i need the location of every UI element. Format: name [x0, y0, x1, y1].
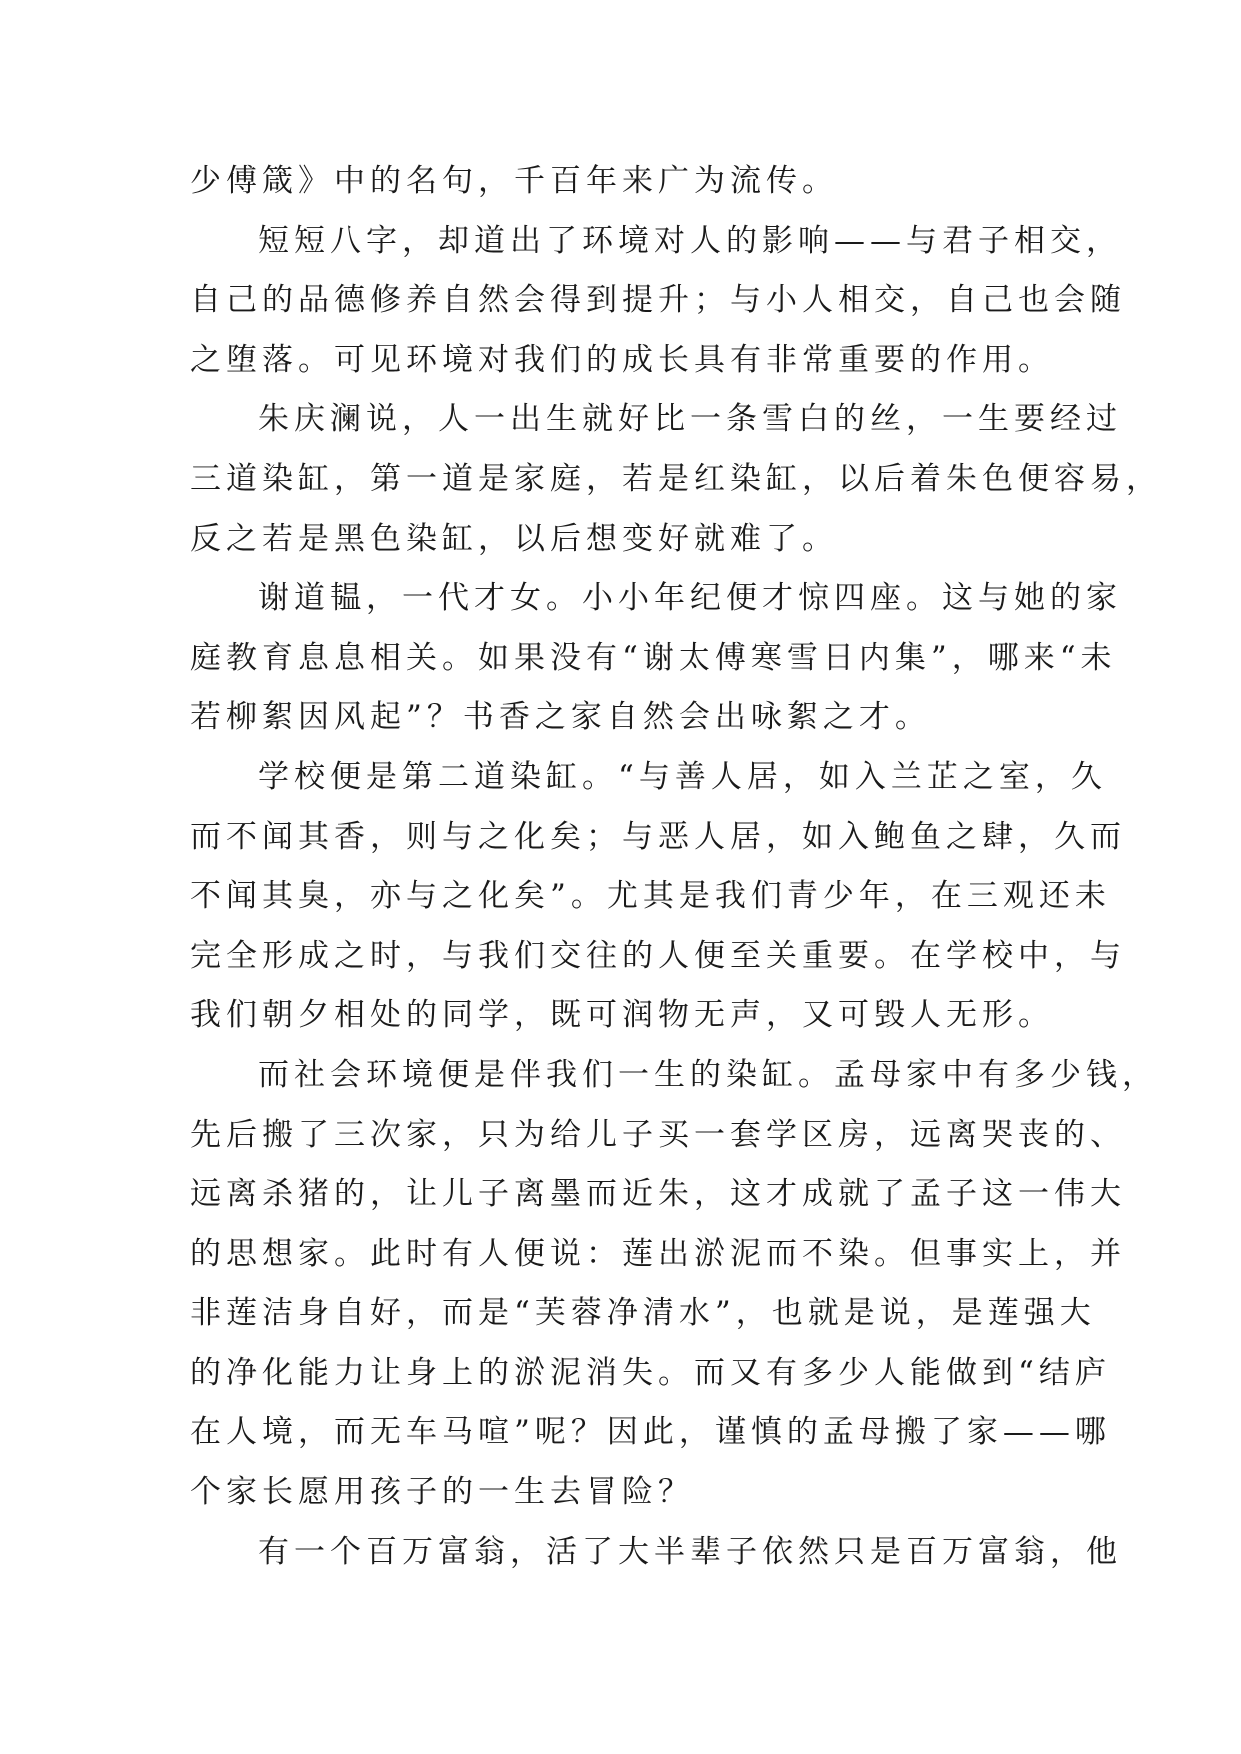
text-line: 若柳絮因风起”？书香之家自然会出咏絮之才。: [190, 699, 931, 736]
text-line: 我们朝夕相处的同学，既可润物无声，又可毁人无形。: [190, 997, 1054, 1034]
text-line: 庭教育息息相关。如果没有“谢太傅寒雪日内集”，哪来“未: [190, 639, 1117, 676]
body-text: [190, 152, 1162, 1582]
text-line: 先后搬了三次家，只为给儿子买一套学区房，远离哭丧的、: [190, 1116, 1126, 1153]
text-line: 有一个百万富翁，活了大半辈子依然只是百万富翁，他: [258, 1533, 1122, 1570]
text-line: 在人境，而无车马喧”呢？因此，谨慎的孟母搬了家——哪: [190, 1414, 1111, 1451]
text-line: 三道染缸，第一道是家庭，若是红染缸，以后着朱色便容易，: [190, 460, 1162, 497]
text-line: 朱庆澜说，人一出生就好比一条雪白的丝，一生要经过: [258, 401, 1122, 438]
text-line: 的净化能力让身上的淤泥消失。而又有多少人能做到“结庐: [190, 1354, 1111, 1391]
text-line: 自己的品德修养自然会得到提升；与小人相交，自己也会随: [190, 282, 1126, 319]
text-line: 短短八字，却道出了环境对人的影响——与君子相交，: [258, 222, 1122, 259]
text-line: 而社会环境便是伴我们一生的染缸。孟母家中有多少钱，: [258, 1056, 1158, 1093]
text-line: 之堕落。可见环境对我们的成长具有非常重要的作用。: [190, 341, 1054, 378]
text-line: 不闻其臭，亦与之化矣”。尤其是我们青少年，在三观还未: [190, 878, 1111, 915]
text-line: 个家长愿用孩子的一生去冒险？: [190, 1474, 694, 1511]
text-line: 反之若是黑色染缸，以后想变好就难了。: [190, 520, 838, 557]
text-line: 完全形成之时，与我们交往的人便至关重要。在学校中，与: [190, 937, 1126, 974]
text-line: 谢道韫，一代才女。小小年纪便才惊四座。这与她的家: [258, 580, 1122, 617]
text-line: 的思想家。此时有人便说：莲出淤泥而不染。但事实上，并: [190, 1235, 1126, 1272]
text-line: 而不闻其香，则与之化矣；与恶人居，如入鲍鱼之肆，久而: [190, 818, 1126, 855]
text-line: 非莲洁身自好，而是“芙蓉净清水”，也就是说，是莲强大: [190, 1295, 1096, 1332]
text-line: 少傅箴》中的名句，千百年来广为流传。: [190, 163, 838, 199]
text-line: 远离杀猪的，让儿子离墨而近朱，这才成就了孟子这一伟大: [190, 1176, 1126, 1213]
text-line: 学校便是第二道染缸。“与善人居，如入兰芷之室，久: [258, 758, 1107, 795]
